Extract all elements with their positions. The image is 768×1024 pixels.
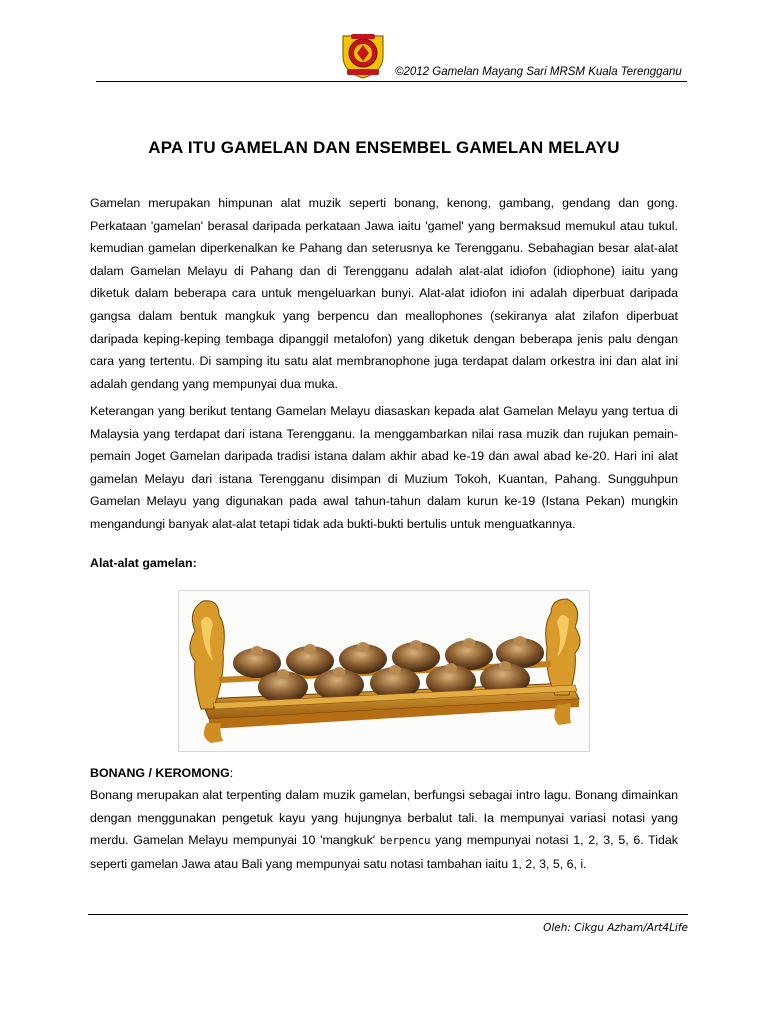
bonang-photo (178, 590, 590, 752)
bonang-text-mono: berpencu (379, 835, 431, 848)
page-title: APA ITU GAMELAN DAN ENSEMBEL GAMELAN MELAYU (148, 138, 620, 157)
footer-divider (88, 914, 688, 915)
history-paragraph: Keterangan yang berikut tentang Gamelan Melayu diasaskan kepada alat Gamelan Melayu yang tertua di Malaysia yang terdapat dari istana Terengganu. Ia menggambarkan nilai rasa muzik dan rujukan pemain-pemain Joget Gamelan daripada tradisi istana dalam akhir abad ke-19 dan awal abad ke-20. Hari ini alat gamelan Melayu dari istana Terengganu disimpan di Muzium Tokoh, Kuantan, Pahang. Sungguhpun Gamelan Melayu yang digunakan pada awal tahun-tahun dalam kurun ke-19 (Istana Pekan) mungkin mengandungi banyak alat-alat tetapi tidak ada bukti-bukti bertulis untuk menguatkannya. (90, 404, 678, 531)
bonang-text-a: Bonang merupakan alat terpenting dalam muzik gamelan, berfungsi sebagai intro lagu. Bonang dimainkan dengan menggunakan pengetuk kayu yang hujungnya berbalut tali. Ia mempunyai variasi notasi yang merdu. Gamelan Melayu mempunyai 10 'mangkuk' (90, 788, 678, 848)
section-label: Alat-alat gamelan: (90, 556, 197, 570)
bonang-heading (90, 766, 233, 780)
header-divider (96, 81, 687, 82)
header-credit: ©2012 Gamelan Mayang Sari MRSM Kuala Terengganu (395, 66, 682, 78)
bonang-heading-colon: : (229, 766, 234, 780)
footer-author: Oleh: Cikgu Azham/Art4Life (543, 922, 688, 934)
bonang-paragraph (90, 784, 678, 875)
bonang-heading-text: BONANG / KEROMONG (90, 766, 230, 780)
bonang-text-b: yang mempunyai notasi 1, 2, 3, 5, 6. Tidak seperti gamelan Jawa atau Bali yang mempunyai satu notasi tambahan iaitu 1, 2, 3, 5, 6, i. (90, 833, 679, 871)
intro-paragraph: Gamelan merupakan himpunan alat muzik seperti bonang, kenong, gambang, gendang dan gong. Perkataan 'gamelan' berasal daripada perkataan Jawa iaitu 'gamel' yang bermaksud memukul atau tukul. kemudian gamelan diperkenalkan ke Pahang dan seterusnya ke Terengganu. Sebahagian besar alat-alat dalam Gamelan Melayu di Pahang dan di Terengganu adalah alat-alat idiofon (idiophone) iaitu yang diketuk dalam beberapa cara untuk mengeluarkan bunyi. Alat-alat idiofon ini adalah diperbuat daripada gangsa dalam bentuk mangkuk yang berpencu dan meallophones (sekiranya alat zilafon diperbuat daripada keping-keping tembaga dipanggil metalofon) yang diketuk dengan beberapa jenis palu dengan cara yang tertentu. Di samping itu satu alat membranophone juga terdapat dalam orkestra ini dan alat ini adalah gendang yang mempunyai dua muka. (90, 196, 678, 391)
school-crest-icon (337, 30, 389, 80)
